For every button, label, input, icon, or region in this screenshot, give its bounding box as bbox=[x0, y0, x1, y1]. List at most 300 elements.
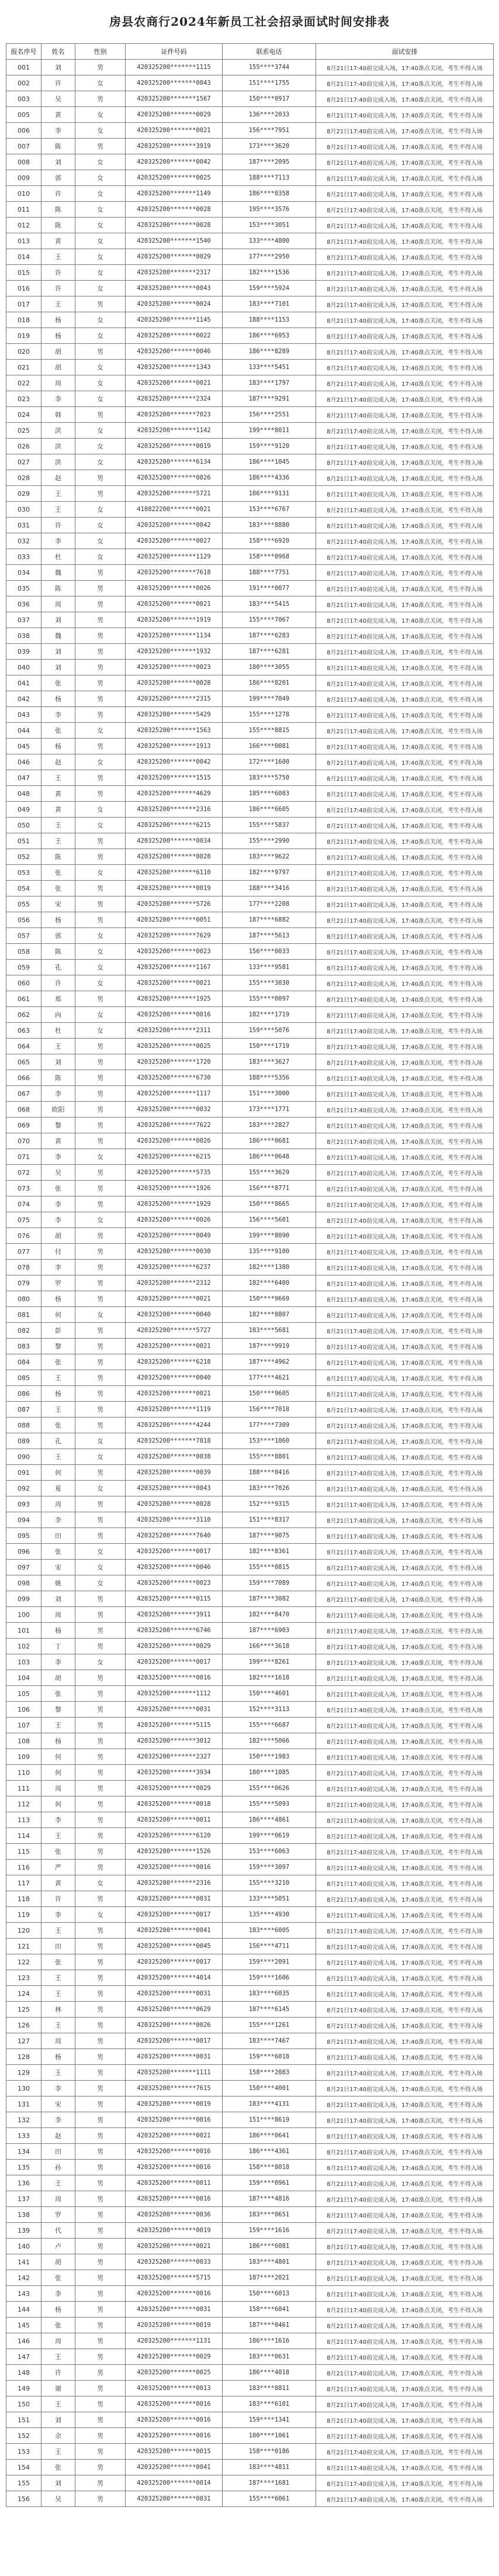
table-row bbox=[6, 660, 494, 675]
phone-cell: 199****0619 bbox=[223, 1828, 316, 1844]
interview-time-cell: 8月21日17:40前完成入场，17:40准点关闭，考生不得入场 bbox=[316, 186, 494, 202]
table-row bbox=[6, 107, 494, 123]
name-cell: 许 bbox=[41, 2365, 75, 2381]
name-cell: 王 bbox=[41, 2065, 75, 2081]
phone-cell: 180****1061 bbox=[223, 2428, 316, 2444]
name-cell: 姚 bbox=[41, 1575, 75, 1591]
interview-time-cell: 8月21日17:40前完成入场，17:40准点关闭，考生不得入场 bbox=[316, 170, 494, 186]
table-row bbox=[6, 2239, 494, 2254]
interview-time-cell: 8月21日17:40前完成入场，17:40准点关闭，考生不得入场 bbox=[316, 960, 494, 975]
id-number-cell: 420325200*******0043 bbox=[126, 75, 223, 91]
name-cell: 余 bbox=[41, 2428, 75, 2444]
registration-number-cell: 137 bbox=[6, 2191, 41, 2207]
name-cell: 周 bbox=[41, 1607, 75, 1623]
gender-cell: 男 bbox=[75, 1086, 126, 1102]
id-number-cell: 420325200*******0031 bbox=[126, 1986, 223, 2002]
interview-time-cell: 8月21日17:40前完成入场，17:40准点关闭，考生不得入场 bbox=[316, 754, 494, 770]
interview-time-cell: 8月21日17:40前完成入场，17:40准点关闭，考生不得入场 bbox=[316, 2286, 494, 2302]
phone-cell: 153****3051 bbox=[223, 218, 316, 233]
name-cell: 张 bbox=[41, 675, 75, 691]
phone-cell: 156****2551 bbox=[223, 407, 316, 423]
name-cell: 李 bbox=[41, 1654, 75, 1670]
registration-number-cell: 107 bbox=[6, 1718, 41, 1733]
interview-time-cell: 8月21日17:40前完成入场，17:40准点关闭，考生不得入场 bbox=[316, 1212, 494, 1228]
name-cell: 黎 bbox=[41, 1702, 75, 1718]
table-row bbox=[6, 1781, 494, 1796]
header-registration-number: 报名序号 bbox=[6, 44, 41, 60]
interview-time-cell: 8月21日17:40前完成入场，17:40准点关闭，考生不得入场 bbox=[316, 1260, 494, 1275]
table-row bbox=[6, 2318, 494, 2333]
gender-cell: 女 bbox=[75, 186, 126, 202]
registration-number-cell: 102 bbox=[6, 1639, 41, 1654]
id-number-cell: 420325200*******0021 bbox=[126, 2128, 223, 2144]
id-number-cell: 420325200*******4014 bbox=[126, 1970, 223, 1986]
name-cell: 杨 bbox=[41, 312, 75, 328]
table-row bbox=[6, 1181, 494, 1196]
gender-cell: 女 bbox=[75, 1433, 126, 1449]
id-number-cell: 420325200*******2316 bbox=[126, 802, 223, 818]
phone-cell: 187****6903 bbox=[223, 1623, 316, 1639]
interview-time-cell: 8月21日17:40前完成入场，17:40准点关闭，考生不得入场 bbox=[316, 1954, 494, 1970]
table-row bbox=[6, 2491, 494, 2507]
name-cell: 张 bbox=[41, 1844, 75, 1860]
interview-time-cell: 8月21日17:40前完成入场，17:40准点关闭，考生不得入场 bbox=[316, 1575, 494, 1591]
name-cell: 杜 bbox=[41, 1023, 75, 1039]
id-number-cell: 420325200*******0051 bbox=[126, 912, 223, 928]
phone-cell: 183****0631 bbox=[223, 2349, 316, 2365]
registration-number-cell: 123 bbox=[6, 1970, 41, 1986]
table-row bbox=[6, 1923, 494, 1939]
phone-cell: 183****6035 bbox=[223, 1986, 316, 2002]
phone-cell: 156****4711 bbox=[223, 1939, 316, 1954]
phone-cell: 186****6953 bbox=[223, 328, 316, 344]
table-row bbox=[6, 1118, 494, 1133]
interview-time-cell: 8月21日17:40前完成入场，17:40准点关闭，考生不得入场 bbox=[316, 486, 494, 502]
id-number-cell: 420325200*******2327 bbox=[126, 1749, 223, 1765]
id-number-cell: 420325200*******6730 bbox=[126, 1070, 223, 1086]
table-row bbox=[6, 249, 494, 265]
table-row bbox=[6, 1386, 494, 1402]
table-row bbox=[6, 1212, 494, 1228]
registration-number-cell: 072 bbox=[6, 1165, 41, 1181]
gender-cell: 女 bbox=[75, 328, 126, 344]
table-row bbox=[6, 2144, 494, 2160]
registration-number-cell: 043 bbox=[6, 707, 41, 723]
name-cell: 向 bbox=[41, 1007, 75, 1023]
name-cell: 周 bbox=[41, 2333, 75, 2349]
registration-number-cell: 067 bbox=[6, 1086, 41, 1102]
phone-cell: 183****2827 bbox=[223, 1118, 316, 1133]
phone-cell: 159****1341 bbox=[223, 2412, 316, 2428]
registration-number-cell: 121 bbox=[6, 1939, 41, 1954]
gender-cell: 女 bbox=[75, 312, 126, 328]
name-cell: 孙 bbox=[41, 2160, 75, 2175]
gender-cell: 男 bbox=[75, 1102, 126, 1118]
table-row bbox=[6, 154, 494, 170]
gender-cell: 男 bbox=[75, 1260, 126, 1275]
table-row bbox=[6, 1718, 494, 1733]
table-row bbox=[6, 533, 494, 549]
interview-time-cell: 8月21日17:40前完成入场，17:40准点关闭，考生不得入场 bbox=[316, 2144, 494, 2160]
name-cell: 杨 bbox=[41, 2302, 75, 2318]
id-number-cell: 420325200*******0029 bbox=[126, 107, 223, 123]
id-number-cell: 420325200*******0018 bbox=[126, 1796, 223, 1812]
interview-time-cell: 8月21日17:40前完成入场，17:40准点关闭，考生不得入场 bbox=[316, 2175, 494, 2191]
table-row bbox=[6, 1670, 494, 1686]
registration-number-cell: 039 bbox=[6, 644, 41, 660]
name-cell: 黄 bbox=[41, 233, 75, 249]
name-cell: 张 bbox=[41, 865, 75, 881]
interview-time-cell: 8月21日17:40前完成入场，17:40准点关闭，考生不得入场 bbox=[316, 1039, 494, 1054]
gender-cell: 男 bbox=[75, 1070, 126, 1086]
id-number-cell: 420325200*******0029 bbox=[126, 2349, 223, 2365]
interview-time-cell: 8月21日17:40前完成入场，17:40准点关闭，考生不得入场 bbox=[316, 912, 494, 928]
name-cell: 田 bbox=[41, 2144, 75, 2160]
registration-number-cell: 014 bbox=[6, 249, 41, 265]
registration-number-cell: 095 bbox=[6, 1528, 41, 1544]
registration-number-cell: 080 bbox=[6, 1291, 41, 1307]
phone-cell: 156****5601 bbox=[223, 1212, 316, 1228]
table-row bbox=[6, 2081, 494, 2096]
gender-cell: 男 bbox=[75, 2065, 126, 2081]
table-row bbox=[6, 2018, 494, 2033]
name-cell: 杜 bbox=[41, 549, 75, 565]
name-cell: 李 bbox=[41, 391, 75, 407]
registration-number-cell: 074 bbox=[6, 1196, 41, 1212]
id-number-cell: 420325200*******1526 bbox=[126, 1844, 223, 1860]
registration-number-cell: 156 bbox=[6, 2491, 41, 2507]
table-row bbox=[6, 786, 494, 802]
phone-cell: 150****1719 bbox=[223, 1039, 316, 1054]
id-number-cell: 420325200*******0030 bbox=[126, 1244, 223, 1260]
gender-cell: 男 bbox=[75, 739, 126, 754]
name-cell: 张 bbox=[41, 1954, 75, 1970]
registration-number-cell: 096 bbox=[6, 1544, 41, 1560]
gender-cell: 男 bbox=[75, 1702, 126, 1718]
id-number-cell: 420325200*******4244 bbox=[126, 1418, 223, 1433]
table-row bbox=[6, 1575, 494, 1591]
registration-number-cell: 115 bbox=[6, 1844, 41, 1860]
registration-number-cell: 054 bbox=[6, 881, 41, 896]
phone-cell: 153****6063 bbox=[223, 1844, 316, 1860]
registration-number-cell: 055 bbox=[6, 896, 41, 912]
name-cell: 夏 bbox=[41, 1481, 75, 1496]
name-cell: 刘 bbox=[41, 660, 75, 675]
registration-number-cell: 119 bbox=[6, 1907, 41, 1923]
interview-time-cell: 8月21日17:40前完成入场，17:40准点关闭，考生不得入场 bbox=[316, 2081, 494, 2096]
phone-cell: 187****9075 bbox=[223, 1528, 316, 1544]
interview-time-cell: 8月21日17:40前完成入场，17:40准点关闭，考生不得入场 bbox=[316, 2396, 494, 2412]
interview-schedule-table bbox=[6, 43, 494, 2507]
table-row bbox=[6, 1323, 494, 1339]
gender-cell: 女 bbox=[75, 107, 126, 123]
name-cell: 王 bbox=[41, 1828, 75, 1844]
header-id-number: 证件号码 bbox=[126, 44, 223, 60]
name-cell: 王 bbox=[41, 818, 75, 833]
phone-cell: 182****5066 bbox=[223, 1733, 316, 1749]
name-cell: 周 bbox=[41, 375, 75, 391]
interview-time-cell: 8月21日17:40前完成入场，17:40准点关闭，考生不得入场 bbox=[316, 691, 494, 707]
id-number-cell: 420325200*******1131 bbox=[126, 2333, 223, 2349]
registration-number-cell: 133 bbox=[6, 2128, 41, 2144]
registration-number-cell: 053 bbox=[6, 865, 41, 881]
name-cell: 王 bbox=[41, 249, 75, 265]
phone-cell: 155****3629 bbox=[223, 1165, 316, 1181]
id-number-cell: 420325200*******0026 bbox=[126, 581, 223, 596]
id-number-cell: 420325200*******0016 bbox=[126, 2160, 223, 2175]
name-cell: 宋 bbox=[41, 2096, 75, 2112]
phone-cell: 155****8801 bbox=[223, 1449, 316, 1465]
registration-number-cell: 093 bbox=[6, 1496, 41, 1512]
phone-cell: 183****7026 bbox=[223, 1481, 316, 1496]
name-cell: 杨 bbox=[41, 1386, 75, 1402]
registration-number-cell: 060 bbox=[6, 975, 41, 991]
id-number-cell: 420325200*******6237 bbox=[126, 1260, 223, 1275]
name-cell: 李 bbox=[41, 2286, 75, 2302]
id-number-cell: 420325200*******0031 bbox=[126, 2491, 223, 2507]
registration-number-cell: 152 bbox=[6, 2428, 41, 2444]
gender-cell: 男 bbox=[75, 581, 126, 596]
interview-time-cell: 8月21日17:40前完成入场，17:40准点关闭，考生不得入场 bbox=[316, 2207, 494, 2223]
phone-cell: 158****0968 bbox=[223, 549, 316, 565]
gender-cell: 女 bbox=[75, 502, 126, 518]
registration-number-cell: 153 bbox=[6, 2444, 41, 2460]
phone-cell: 156****0033 bbox=[223, 944, 316, 960]
interview-time-cell: 8月21日17:40前完成入场，17:40准点关闭，考生不得入场 bbox=[316, 1702, 494, 1718]
id-number-cell: 420325200*******0016 bbox=[126, 2191, 223, 2207]
id-number-cell: 420325200*******0036 bbox=[126, 2207, 223, 2223]
interview-time-cell: 8月21日17:40前完成入场，17:40准点关闭，考生不得入场 bbox=[316, 1718, 494, 1733]
interview-time-cell: 8月21日17:40前完成入场，17:40准点关闭，考生不得入场 bbox=[316, 2033, 494, 2049]
name-cell: 胡 bbox=[41, 360, 75, 375]
table-row bbox=[6, 123, 494, 139]
gender-cell: 女 bbox=[75, 249, 126, 265]
table-row bbox=[6, 1939, 494, 1954]
registration-number-cell: 098 bbox=[6, 1575, 41, 1591]
table-row bbox=[6, 1007, 494, 1023]
table-row bbox=[6, 1860, 494, 1875]
phone-cell: 188****7751 bbox=[223, 565, 316, 581]
table-row bbox=[6, 2096, 494, 2112]
phone-cell: 155****1278 bbox=[223, 707, 316, 723]
phone-cell: 187****5613 bbox=[223, 928, 316, 944]
gender-cell: 男 bbox=[75, 2207, 126, 2223]
table-row bbox=[6, 1291, 494, 1307]
gender-cell: 男 bbox=[75, 2318, 126, 2333]
name-cell: 周 bbox=[41, 1781, 75, 1796]
phone-cell: 199****8261 bbox=[223, 1654, 316, 1670]
interview-time-cell: 8月21日17:40前完成入场，17:40准点关闭，考生不得入场 bbox=[316, 1007, 494, 1023]
interview-time-cell: 8月21日17:40前完成入场，17:40准点关闭，考生不得入场 bbox=[316, 1133, 494, 1149]
name-cell: 王 bbox=[41, 1449, 75, 1465]
table-row bbox=[6, 1054, 494, 1070]
table-row bbox=[6, 770, 494, 786]
gender-cell: 女 bbox=[75, 1544, 126, 1560]
name-cell: 黄 bbox=[41, 802, 75, 818]
gender-cell: 男 bbox=[75, 833, 126, 849]
table-row bbox=[6, 186, 494, 202]
registration-number-cell: 037 bbox=[6, 612, 41, 628]
id-number-cell: 420325200*******3934 bbox=[126, 1765, 223, 1781]
id-number-cell: 420325200*******0033 bbox=[126, 2254, 223, 2270]
name-cell: 李 bbox=[41, 1512, 75, 1528]
phone-cell: 150****4001 bbox=[223, 2081, 316, 2096]
phone-cell: 183****4131 bbox=[223, 2096, 316, 2112]
name-cell: 王 bbox=[41, 502, 75, 518]
table-row bbox=[6, 644, 494, 660]
gender-cell: 男 bbox=[75, 2144, 126, 2160]
phone-cell: 133****5051 bbox=[223, 1891, 316, 1907]
phone-cell: 188****5356 bbox=[223, 1070, 316, 1086]
registration-number-cell: 048 bbox=[6, 786, 41, 802]
phone-cell: 151****1755 bbox=[223, 75, 316, 91]
interview-time-cell: 8月21日17:40前完成入场，17:40准点关闭，考生不得入场 bbox=[316, 1465, 494, 1481]
phone-cell: 188****1153 bbox=[223, 312, 316, 328]
id-number-cell: 420325200*******0041 bbox=[126, 1923, 223, 1939]
name-cell: 李 bbox=[41, 1260, 75, 1275]
interview-time-cell: 8月21日17:40前完成入场，17:40准点关闭，考生不得入场 bbox=[316, 1496, 494, 1512]
phone-cell: 187****4962 bbox=[223, 1354, 316, 1370]
name-cell: 胡 bbox=[41, 2254, 75, 2270]
name-cell: 李 bbox=[41, 1086, 75, 1102]
interview-time-cell: 8月21日17:40前完成入场，17:40准点关闭，考生不得入场 bbox=[316, 75, 494, 91]
id-number-cell: 420325200*******1540 bbox=[126, 233, 223, 249]
phone-cell: 155****8815 bbox=[223, 723, 316, 739]
interview-time-cell: 8月21日17:40前完成入场，17:40准点关闭，考生不得入场 bbox=[316, 707, 494, 723]
id-number-cell: 420325200*******5715 bbox=[126, 2270, 223, 2286]
interview-time-cell: 8月21日17:40前完成入场，17:40准点关闭，考生不得入场 bbox=[316, 991, 494, 1007]
name-cell: 王 bbox=[41, 1370, 75, 1386]
registration-number-cell: 056 bbox=[6, 912, 41, 928]
interview-time-cell: 8月21日17:40前完成入场，17:40准点关闭，考生不得入场 bbox=[316, 328, 494, 344]
name-cell: 陈 bbox=[41, 1070, 75, 1086]
gender-cell: 女 bbox=[75, 518, 126, 533]
phone-cell: 155****2990 bbox=[223, 833, 316, 849]
phone-cell: 159****1616 bbox=[223, 2223, 316, 2239]
gender-cell: 女 bbox=[75, 1149, 126, 1165]
table-row bbox=[6, 2381, 494, 2396]
phone-cell: 151****8317 bbox=[223, 1512, 316, 1528]
interview-time-cell: 8月21日17:40前完成入场，17:40准点关闭，考生不得入场 bbox=[316, 2365, 494, 2381]
table-row bbox=[6, 1907, 494, 1923]
id-number-cell: 420325200*******0016 bbox=[126, 2286, 223, 2302]
name-cell: 赵 bbox=[41, 470, 75, 486]
phone-cell: 155****3210 bbox=[223, 1875, 316, 1891]
name-cell: 王 bbox=[41, 1402, 75, 1418]
name-cell: 代 bbox=[41, 2223, 75, 2239]
registration-number-cell: 066 bbox=[6, 1070, 41, 1086]
phone-cell: 183****5750 bbox=[223, 770, 316, 786]
registration-number-cell: 071 bbox=[6, 1149, 41, 1165]
table-row bbox=[6, 202, 494, 218]
name-cell: 欧阳 bbox=[41, 1102, 75, 1118]
table-row bbox=[6, 1828, 494, 1844]
name-cell: 刘 bbox=[41, 154, 75, 170]
table-row bbox=[6, 596, 494, 612]
table-row bbox=[6, 60, 494, 75]
phone-cell: 183****6101 bbox=[223, 2396, 316, 2412]
registration-number-cell: 135 bbox=[6, 2160, 41, 2175]
registration-number-cell: 078 bbox=[6, 1260, 41, 1275]
gender-cell: 男 bbox=[75, 2365, 126, 2381]
id-number-cell: 420325200*******2311 bbox=[126, 1023, 223, 1039]
registration-number-cell: 097 bbox=[6, 1560, 41, 1575]
name-cell: 周 bbox=[41, 2033, 75, 2049]
table-row bbox=[6, 707, 494, 723]
phone-cell: 186****4336 bbox=[223, 470, 316, 486]
header-name: 姓名 bbox=[41, 44, 75, 60]
id-number-cell: 420325200*******0021 bbox=[126, 975, 223, 991]
name-cell: 李 bbox=[41, 2112, 75, 2128]
interview-time-cell: 8月21日17:40前完成入场，17:40准点关闭，考生不得入场 bbox=[316, 612, 494, 628]
name-cell: 赵 bbox=[41, 2128, 75, 2144]
phone-cell: 159****5924 bbox=[223, 281, 316, 296]
name-cell: 刘 bbox=[41, 612, 75, 628]
id-number-cell: 420325200*******0017 bbox=[126, 1954, 223, 1970]
gender-cell: 男 bbox=[75, 2475, 126, 2491]
id-number-cell: 420325200*******0032 bbox=[126, 1102, 223, 1118]
table-row bbox=[6, 723, 494, 739]
gender-cell: 女 bbox=[75, 1481, 126, 1496]
id-number-cell: 420325200*******0019 bbox=[126, 2223, 223, 2239]
table-row bbox=[6, 1891, 494, 1907]
interview-time-cell: 8月21日17:40前完成入场，17:40准点关闭，考生不得入场 bbox=[316, 2381, 494, 2396]
interview-time-cell: 8月21日17:40前完成入场，17:40准点关闭，考生不得入场 bbox=[316, 2065, 494, 2081]
registration-number-cell: 134 bbox=[6, 2144, 41, 2160]
interview-time-cell: 8月21日17:40前完成入场，17:40准点关闭，考生不得入场 bbox=[316, 2049, 494, 2065]
name-cell: 张 bbox=[41, 2270, 75, 2286]
id-number-cell: 420325200*******6215 bbox=[126, 1149, 223, 1165]
registration-number-cell: 061 bbox=[6, 991, 41, 1007]
phone-cell: 186****0648 bbox=[223, 1149, 316, 1165]
id-number-cell: 420325200*******6120 bbox=[126, 1828, 223, 1844]
registration-number-cell: 105 bbox=[6, 1686, 41, 1702]
gender-cell: 女 bbox=[75, 439, 126, 454]
registration-number-cell: 021 bbox=[6, 360, 41, 375]
interview-time-cell: 8月21日17:40前完成入场，17:40准点关闭，考生不得入场 bbox=[316, 1370, 494, 1386]
phone-cell: 151****3000 bbox=[223, 1086, 316, 1102]
interview-time-cell: 8月21日17:40前完成入场，17:40准点关闭，考生不得入场 bbox=[316, 818, 494, 833]
table-row bbox=[6, 1796, 494, 1812]
registration-number-cell: 076 bbox=[6, 1228, 41, 1244]
interview-time-cell: 8月21日17:40前完成入场，17:40准点关闭，考生不得入场 bbox=[316, 1086, 494, 1102]
id-number-cell: 420325200*******7622 bbox=[126, 1118, 223, 1133]
gender-cell: 男 bbox=[75, 1228, 126, 1244]
registration-number-cell: 106 bbox=[6, 1702, 41, 1718]
phone-cell: 158****0186 bbox=[223, 2444, 316, 2460]
registration-number-cell: 129 bbox=[6, 2065, 41, 2081]
name-cell: 杨 bbox=[41, 1291, 75, 1307]
gender-cell: 男 bbox=[75, 612, 126, 628]
id-number-cell: 420325200*******0039 bbox=[126, 1465, 223, 1481]
gender-cell: 男 bbox=[75, 296, 126, 312]
id-number-cell: 420325200*******0021 bbox=[126, 1339, 223, 1354]
interview-time-cell: 8月21日17:40前完成入场，17:40准点关闭，考生不得入场 bbox=[316, 2254, 494, 2270]
table-row bbox=[6, 1544, 494, 1560]
interview-time-cell: 8月21日17:40前完成入场，17:40准点关闭，考生不得入场 bbox=[316, 2428, 494, 2444]
interview-time-cell: 8月21日17:40前完成入场，17:40准点关闭，考生不得入场 bbox=[316, 107, 494, 123]
name-cell: 许 bbox=[41, 281, 75, 296]
id-number-cell: 420325200*******0031 bbox=[126, 1891, 223, 1907]
gender-cell: 女 bbox=[75, 1212, 126, 1228]
interview-time-cell: 8月21日17:40前完成入场，17:40准点关闭，考生不得入场 bbox=[316, 881, 494, 896]
id-number-cell: 420325200*******5726 bbox=[126, 896, 223, 912]
gender-cell: 男 bbox=[75, 1323, 126, 1339]
gender-cell: 男 bbox=[75, 1039, 126, 1054]
id-number-cell: 420325200*******0027 bbox=[126, 533, 223, 549]
registration-number-cell: 089 bbox=[6, 1433, 41, 1449]
registration-number-cell: 154 bbox=[6, 2460, 41, 2475]
